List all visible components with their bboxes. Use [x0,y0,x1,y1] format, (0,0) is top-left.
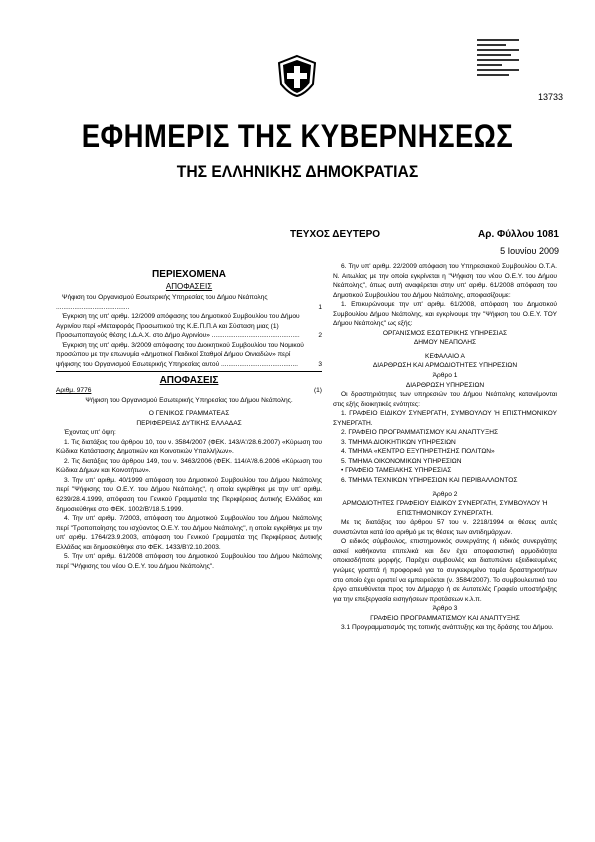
article-label: Άρθρο 2 [432,490,458,498]
greek-coat-of-arms-icon [275,54,319,98]
sheet-number: Αρ. Φύλλου 1081 [478,229,559,240]
gazette-title: ΕΦΗΜΕΡΙΣ ΤΗΣ ΚΥΒΕΡΝΗΣΕΩΣ [81,118,514,154]
unit-item: 2. ΓΡΑΦΕΙΟ ΠΡΟΓΡΑΜΜΑΤΙΣΜΟΥ ΚΑΙ ΑΝΑΠΤΥΞΗΣ [341,429,499,437]
region-title: ΠΕΡΙΦΕΡΕΙΑΣ ΔΥΤΙΚΗΣ ΕΛΛΑΔΑΣ [136,419,242,427]
chapter-title: ΔΙΑΡΘΡΩΣΗ ΚΑΙ ΑΡΜΟΔΙΟΤΗΤΕΣ ΥΠΗΡΕΣΙΩΝ [372,362,518,370]
unit-item: 6. ΤΜΗΜΑ ΤΕΧΝΙΚΩΝ ΥΠΗΡΕΣΙΩΝ ΚΑΙ ΠΕΡΙΒΑΛΛΟΝΤΟΣ [341,477,518,485]
org-municipality: ΔΗΜΟΥ ΝΕΑΠΟΛΗΣ [413,339,477,347]
left-column [56,262,322,571]
toc-decisions-heading: ΑΠΟΦΑΣΕΙΣ [165,281,213,291]
paragraph: 1. Τις διατάξεις του άρθρου 10, του ν. 3584/2007 (ΦΕΚ. 143/Α'/28.6.2007) «Κύρωση του Κώδικα Κατάστασης Δημοτικών και Κοινοτικών Υπαλλήλων». [56,438,322,456]
decision-number: Αριθμ. 9776 [56,387,92,395]
paragraph: Ο ειδικός σύμβουλος, επιστημονικός συνεργάτης ή ειδικός συνεργάτης ασκεί καθήκοντα επιτελικά και δεν έχει αποφασιστική αρμοδιότητα οποιασδήποτε μορφής. Παρέχει συμβουλές και διατυπώνει εξειδικευμένες γνώμες γραπτά ή προφορικά για το συγκεκριμένο τομέα δραστηριοτήτων στο οποίο έχει οριστεί να εμπειρεύεται (ν. 3584/2007). Το συμβουλευτικό του έργο απευθύνεται προς τον Δήμαρχο ή σε Αυτοτελές Γραφείο υποστήριξης για την επεξεργασία εισηγήσεων προτάσεων κ.λ.π. [333,538,557,603]
paragraph: 2. Τις διατάξεις του άρθρου 149, του ν. 3463/2006 (ΦΕΚ. 114/Α'/8.6.2006 «Κύρωση του Κώδικα Δήμων και Κοινοτήτων». [56,457,322,475]
contents-heading: ΠΕΡΙΕΧΟΜΕΝΑ [152,269,226,280]
issue-date: 5 Ιουνίου 2009 [500,246,559,256]
decision-tag: (1) [313,387,322,395]
toc-item[interactable]: Ψήφιση του Οργανισμού Εσωτερικής Υπηρεσίας του Δήμου Νεάπολης ........................................ 1 [56,294,322,311]
toc-item[interactable]: Έγκριση της υπ' αριθμ. 12/2009 απόφασης του Δημοτικού Συμβουλίου του Δήμου Αγρινίου περί «Μεταφοράς Προσωπικού της Κ.Ε.Π.Π.Α και Σύσταση μιας (1) Προσωποπαγούς θέσης Ι.Δ.Α.Χ. στο Δήμο Αγρινίου» ................................................ 2 [56,313,322,340]
paragraph: 3.1 Προγραμματισμός της τοπικής ανάπτυξης και της δράσης του Δήμου. [341,624,554,632]
article-label: Άρθρο 3 [432,605,458,613]
right-column [333,262,557,633]
toc-item[interactable]: Έγκριση της υπ' αριθμ. 3/2009 απόφασης του Διοικητικού Συμβουλίου του Νομικού προσώπου με την επωνυμία «Δημοτικοί Παιδικοί Σταθμοί Δήμου Οινιαδών» περί ψήφισης του Οργανισμού Εσωτερικής Υπηρεσίας αυτού .......................................... 3 [56,341,322,368]
article-label: Άρθρο 1 [432,372,458,380]
paragraph: 6. Την υπ' αριθμ. 22/2009 απόφαση του Υπηρεσιακού Συμβουλίου Ο.Τ.Α. Ν. Αιτωλίας με την οποία εγκρίνεται η "Ψήφιση του νέου Ο.Ε.Υ. του Δήμου Νεάπολης", όπως αυτή αναφέρεται στην υπ' αριθμ. 61/2008 απόφαση του Δημοτικού Συμβουλίου του Δήμου Νεάπολης, αποφασίζουμε: [333,263,557,299]
article-title: ΔΙΑΡΘΡΩΣΗ ΥΠΗΡΕΣΙΩΝ [405,381,485,389]
chapter-label: ΚΕΦΑΛΑΙΟ Α [425,352,465,360]
issue-label: ΤΕΥΧΟΣ ΔΕΥΤΕΡΟ [290,229,381,240]
unit-item: 5. ΤΜΗΜΑ ΟΙΚΟΝΟΜΙΚΩΝ ΥΠΗΡΕΣΙΩΝ [341,457,462,465]
article-title: ΓΡΑΦΕΙΟ ΠΡΟΓΡΑΜΜΑΤΙΣΜΟΥ ΚΑΙ ΑΝΑΠΤΥΞΗΣ [370,614,520,622]
page-number: 13733 [537,92,563,102]
unit-item: • ΓΡΑΦΕΙΟ ΤΑΜΕΙΑΚΗΣ ΥΠΗΡΕΣΙΑΣ [341,467,452,475]
article-title: ΑΡΜΟΔΙΟΤΗΤΕΣ ΓΡΑΦΕΙΟΥ ΕΙΔΙΚΟΥ ΣΥΝΕΡΓΑΤΗ, ΣΥΜΒΟΥΛΟΥ Ή ΕΠΙΣΤΗΜΟΝΙΚΟΥ ΣΥΝΕΡΓΑΤΗ. [342,500,548,517]
paragraph: Με τις διατάξεις του άρθρου 57 του ν. 2218/1994 οι θέσεις αυτές συνιστώνται κατά ίσο αριθμό με τις θέσεις των αντιδημάρχων. [333,519,557,536]
org-title: ΟΡΓΑΝΙΣΜΟΣ ΕΣΩΤΕΡΙΚΗΣ ΥΠΗΡΕΣΙΑΣ [382,329,508,337]
paragraph: 1. Επικυρώνουμε την υπ' αριθμ. 61/2008, απόφαση του Δημοτικού Συμβουλίου Δήμου Νεάπολης, και εγκρίνουμε την "Ψήφιση του Ο.Ε.Υ. ΤΟΥ Δήμου Νεάπολης" ως εξής: [333,301,557,328]
paragraph: Οι δραστηριότητες των υπηρεσιών του Δήμου Νεάπολης κατανέμονται στις εξής διοικητικές ενότητες: [333,391,557,408]
unit-item: 1. ΓΡΑΦΕΙΟ ΕΙΔΙΚΟΥ ΣΥΝΕΡΓΑΤΗ, ΣΥΜΒΟΥΛΟΥ Ή ΕΠΙΣΤΗΜΟΝΙΚΟΥ ΣΥΝΕΡΓΑΤΗ. [333,410,557,427]
decision-title: Ψήφιση του Οργανισμού Εσωτερικής Υπηρεσίας του Δήμου Νεάπολης. [85,396,293,404]
divider [56,371,322,372]
document-stamp [477,36,519,82]
paragraph: 5. Την υπ' αριθμ. 61/2008 απόφαση του Δημοτικού Συμβουλίου του Δήμου Νεάπολης περί "Ψήφισης του νέου Ο.Ε.Υ. του Δήμου Νεάπολης". [56,553,322,570]
unit-item: 4. ΤΜΗΜΑ «ΚΕΝΤΡΟ ΕΞΥΠΗΡΕΤΗΣΗΣ ΠΟΛΙΤΩΝ» [341,448,495,456]
decisions-heading: ΑΠΟΦΑΣΕΙΣ [159,375,219,387]
paragraph: 4. Την υπ' αριθμ. 7/2003, απόφαση του Δημοτικού Συμβουλίου του Δήμου Νεάπολης περί "Τροποποίησης του ισχύοντος Ο.Ε.Υ. του Δήμου Νεάπολης", η οποία εγκρίθηκε με την υπ' αριθμ. 1764/23.9.2003, απόφαση του Γενικού Γραμματέα της Περιφέρειας Δυτικής Ελλάδας και δημοσιεύθηκε στο ΦΕΚ. 1433/Β'/2.10.2003. [56,515,322,551]
gazette-subtitle: ΤΗΣ ΕΛΛΗΝΙΚΗΣ ΔΗΜΟΚΡΑΤΙΑΣ [176,162,419,181]
considering-label: Έχοντας υπ' όψη: [64,429,116,437]
unit-item: 3. ΤΜΗΜΑ ΔΙΟΙΚΗΤΙΚΩΝ ΥΠΗΡΕΣΙΩΝ [341,438,456,446]
secretary-title: Ο ΓΕΝΙΚΟΣ ΓΡΑΜΜΑΤΕΑΣ [148,410,230,418]
paragraph: 3. Την υπ' αριθμ. 40/1999 απόφαση του Δημοτικού Συμβουλίου του Δήμου Νεάπολης περί "Ψήφισης του Ο.Ε.Υ. του Δήμου Νεάπολης", η οποία εγκρίθηκε με την υπ' αριθμ. 6239/28.4.1999, απόφαση του Γενικού Γραμματέα της Περιφέρειας Δυτικής Ελλάδας και δημοσιεύθηκε στο ΦΕΚ. 1002/Β'/18.5.1999. [56,476,322,513]
decision-header [56,386,322,396]
